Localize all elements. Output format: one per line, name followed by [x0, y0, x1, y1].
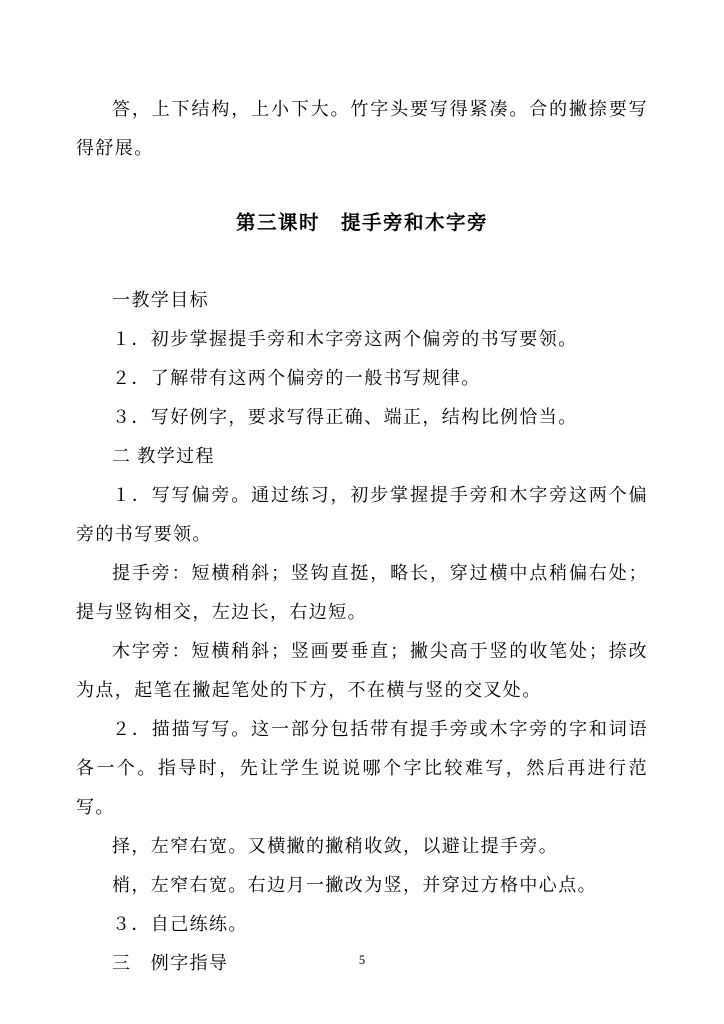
paragraph: ３．写好例字，要求写得正确、端正，结构比例恰当。 [112, 407, 578, 427]
section-heading: 第三课时 提手旁和木字旁 [235, 212, 488, 234]
paragraph: ３．自己练练。 [112, 914, 248, 934]
paragraph: １．写写偏旁。通过练习，初步掌握提手旁和木字旁这两个偏旁的书写要领。 [76, 485, 648, 544]
paragraph: 三 例字指导 [112, 953, 229, 973]
page-number: 5 [358, 953, 366, 967]
paragraph: ２．描描写写。这一部分包括带有提手旁或木字旁的字和词语各一个。指导时，先让学生说说哪个字比较难写，然后再进行范写。 [76, 719, 648, 817]
paragraph: 提手旁：短横稍斜；竖钩直挺，略长，穿过横中点稍偏右处；提与竖钩相交，左边长，右边短。 [76, 563, 648, 622]
paragraph: １．初步掌握提手旁和木字旁这两个偏旁的书写要领。 [112, 329, 578, 349]
paragraph: 二 教学过程 [112, 446, 215, 466]
paragraph-continuation: 答，上下结构，上小下大。竹字头要写得紧凑。合的撇捺要写得舒展。 [76, 99, 648, 158]
paragraph: 一教学目标 [112, 290, 209, 310]
paragraph: 木字旁：短横稍斜；竖画要垂直；撇尖高于竖的收笔处；捺改为点，起笔在撇起笔处的下方，不在横与竖的交叉处。 [76, 641, 648, 700]
paragraph: ２．了解带有这两个偏旁的一般书写规律。 [112, 368, 481, 388]
paragraph: 梢，左窄右宽。右边月一撇改为竖，并穿过方格中心点。 [112, 875, 597, 895]
paragraph: 择，左窄右宽。又横撇的撇稍收敛，以避让提手旁。 [112, 836, 559, 856]
